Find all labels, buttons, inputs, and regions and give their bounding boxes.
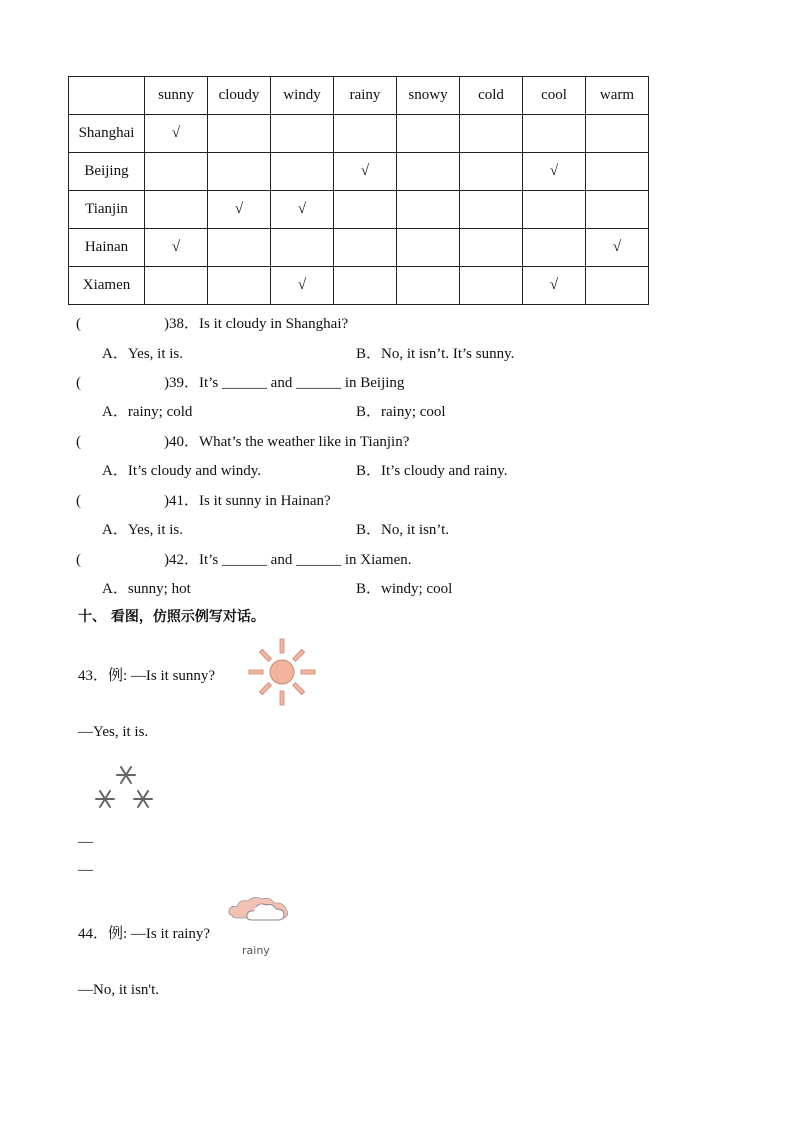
table-cell: √ — [271, 191, 334, 229]
table-header-cell: rainy — [334, 77, 397, 115]
question-42 — [76, 548, 411, 569]
table-cell — [208, 153, 271, 191]
answer-paren[interactable]: ( — [76, 375, 81, 391]
option-b: B．It’s cloudy and rainy. — [356, 463, 508, 479]
table-cell — [586, 153, 649, 191]
table-header-cell: cool — [523, 77, 586, 115]
table-row-city: Shanghai — [69, 115, 145, 153]
table-row — [69, 115, 649, 153]
table-cell — [397, 267, 460, 305]
table-cell: √ — [271, 267, 334, 305]
weather-table — [68, 76, 649, 305]
table-row — [69, 267, 649, 305]
table-cell: √ — [586, 229, 649, 267]
table-row — [69, 153, 649, 191]
table-cell — [586, 267, 649, 305]
table-cell: √ — [145, 229, 208, 267]
q43-blank-line[interactable]: — — [78, 862, 93, 878]
q43-blank-line[interactable]: — — [78, 834, 93, 850]
table-cell: √ — [145, 115, 208, 153]
table-row-city: Xiamen — [69, 267, 145, 305]
table-cell — [208, 229, 271, 267]
answer-paren[interactable]: ( — [76, 316, 81, 332]
table-cell: √ — [334, 153, 397, 191]
table-cell — [145, 153, 208, 191]
table-cell — [208, 267, 271, 305]
question-38 — [76, 312, 348, 333]
table-cell: √ — [208, 191, 271, 229]
table-cell: √ — [523, 153, 586, 191]
table-cell — [145, 267, 208, 305]
option-a: A．Yes, it is. — [102, 346, 183, 362]
table-cell — [397, 153, 460, 191]
snow-icon — [88, 762, 160, 814]
table-cell — [397, 115, 460, 153]
table-cell — [334, 267, 397, 305]
question-text: )38．Is it cloudy in Shanghai? — [164, 316, 349, 332]
question-40 — [76, 430, 409, 451]
table-cell — [586, 115, 649, 153]
question-text: )41．Is it sunny in Hainan? — [164, 493, 331, 509]
section-title: 十、 看图，仿照示例写对话。 — [78, 609, 265, 625]
question-text: )42．It’s ______ and ______ in Xiamen. — [164, 552, 412, 568]
table-header-cell: sunny — [145, 77, 208, 115]
answer-paren[interactable]: ( — [76, 493, 81, 509]
table-cell — [397, 229, 460, 267]
table-cell — [271, 153, 334, 191]
table-row-city: Hainan — [69, 229, 145, 267]
answer-paren[interactable]: ( — [76, 552, 81, 568]
table-cell — [523, 115, 586, 153]
q43-example: 43．例: —Is it sunny? — [78, 668, 216, 684]
q44-answer: —No, it isn't. — [78, 982, 160, 998]
sun-icon — [246, 636, 318, 708]
option-b: B．No, it isn’t. — [356, 522, 450, 538]
cloud-icon — [226, 893, 292, 927]
question-text: )39．It’s ______ and ______ in Beijing — [164, 375, 405, 391]
option-a: A．rainy; cold — [102, 404, 193, 420]
answer-paren[interactable]: ( — [76, 434, 81, 450]
table-cell — [460, 115, 523, 153]
table-header-cell: snowy — [397, 77, 460, 115]
table-cell — [271, 229, 334, 267]
table-cell — [523, 191, 586, 229]
table-row-city: Beijing — [69, 153, 145, 191]
q43-answer: —Yes, it is. — [78, 724, 149, 740]
table-header-cell: cloudy — [208, 77, 271, 115]
option-a: A．It’s cloudy and windy. — [102, 463, 262, 479]
table-row — [69, 191, 649, 229]
table-cell — [460, 267, 523, 305]
table-header-cell: warm — [586, 77, 649, 115]
rainy-caption: rainy — [242, 944, 270, 957]
table-cell: √ — [523, 267, 586, 305]
table-cell — [145, 191, 208, 229]
question-41 — [76, 489, 331, 510]
table-cell — [460, 153, 523, 191]
option-a: A．Yes, it is. — [102, 522, 183, 538]
table-cell — [334, 229, 397, 267]
table-cell — [523, 229, 586, 267]
table-cell — [208, 115, 271, 153]
table-cell — [271, 115, 334, 153]
table-row-city: Tianjin — [69, 191, 145, 229]
table-cell — [334, 115, 397, 153]
question-39 — [76, 371, 404, 392]
option-b: B．windy; cool — [356, 581, 453, 597]
option-a: A．sunny; hot — [102, 581, 191, 597]
table-header-row — [69, 77, 649, 115]
table-cell — [586, 191, 649, 229]
table-header-corner — [69, 77, 145, 115]
table-cell — [334, 191, 397, 229]
option-b: B．No, it isn’t. It’s sunny. — [356, 346, 515, 362]
table-row — [69, 229, 649, 267]
q44-example: 44．例: —Is it rainy? — [78, 926, 211, 942]
table-cell — [460, 191, 523, 229]
option-b: B．rainy; cool — [356, 404, 446, 420]
question-text: )40．What’s the weather like in Tianjin? — [164, 434, 410, 450]
table-cell — [397, 191, 460, 229]
table-header-cell: windy — [271, 77, 334, 115]
table-cell — [460, 229, 523, 267]
table-header-cell: cold — [460, 77, 523, 115]
